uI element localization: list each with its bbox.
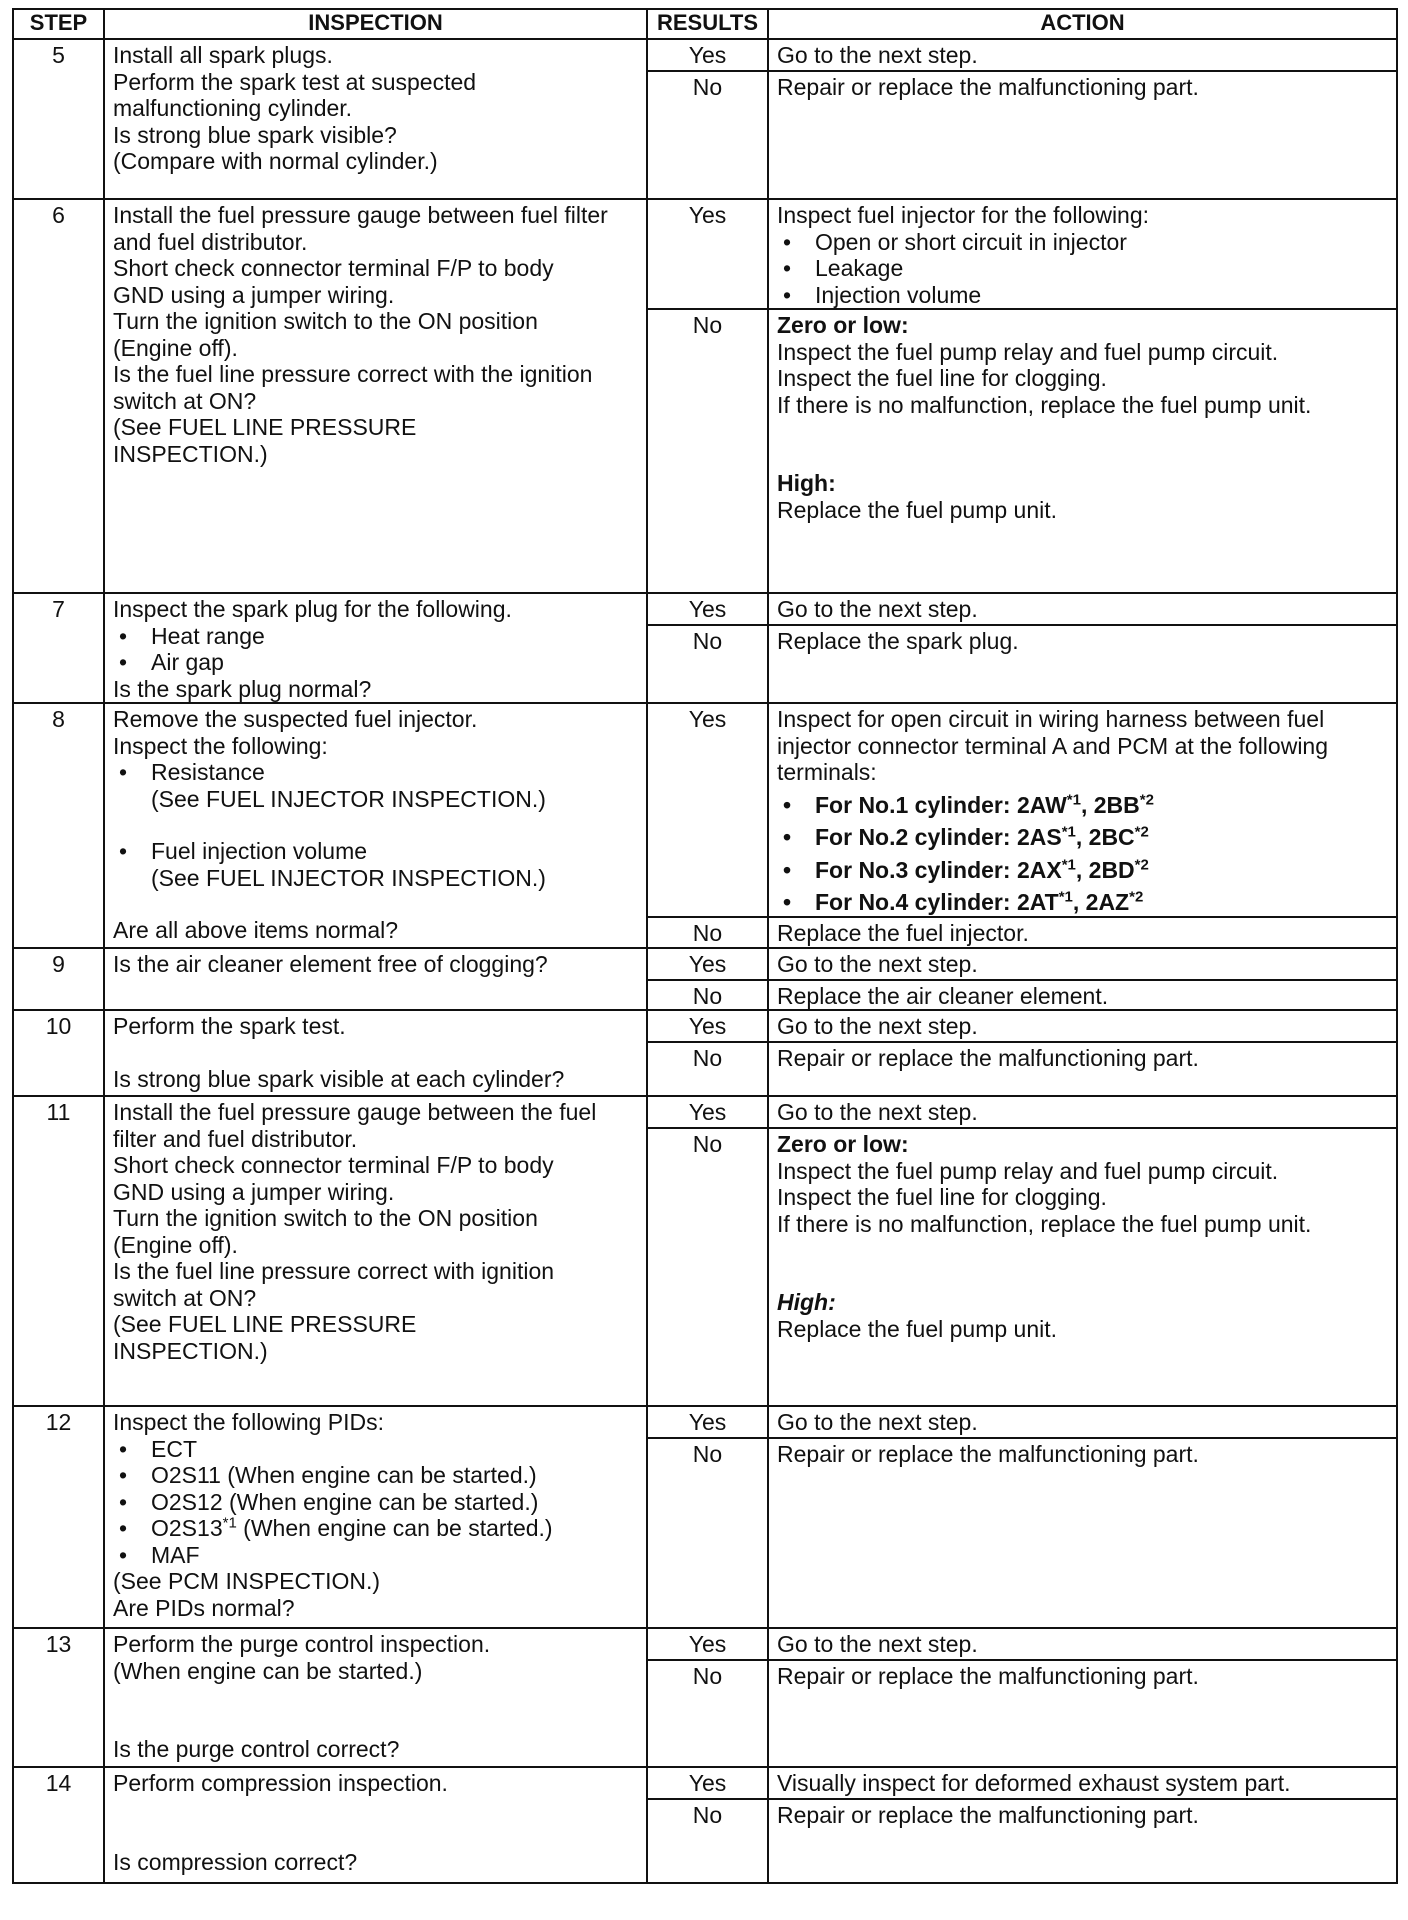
inspection-line: Is the purge control correct? [113,1736,400,1762]
header-inspection: INSPECTION [104,9,647,39]
action-cell [768,39,1397,71]
bullet-note: (See FUEL INJECTOR INSPECTION.) [151,785,546,812]
result-no: No [647,1660,768,1767]
action-subheading: Zero or low: [777,1131,909,1157]
inspection-line: Is the fuel line pressure correct with the ignition [113,361,593,387]
table-row-step-13-yes [13,1628,1397,1660]
result-yes: Yes [647,1010,768,1042]
bullet-item: • For No.4 cylinder: 2AT$^{*1}$, 2AZ$^{*2}$ [777,889,1388,916]
action-line: Inspect fuel injector for the following: [777,202,1150,228]
table-row-step-9-yes [13,948,1397,980]
step-number: 11 [13,1096,104,1406]
inspection-line: Install all spark plugs. [113,42,333,68]
action-line: Replace the spark plug. [777,628,1019,654]
inspection-line: Are PIDs normal? [113,1594,295,1621]
bullet-item: • For No.3 cylinder: 2AX$^{*1}$, 2BD$^{*2}$ [777,857,1388,884]
inspection-line: Is the fuel line pressure correct with ignition [113,1258,555,1284]
inspection-line: INSPECTION.) [113,440,268,467]
inspection-cell [104,1010,647,1096]
step-number: 12 [13,1406,104,1628]
bullet-item: • Open or short circuit in injector [777,229,1388,256]
bullet-item: • Heat range [113,623,638,650]
bullet-item: • Injection volume [777,282,1388,309]
inspection-cell [104,1767,647,1883]
result-yes: Yes [647,1628,768,1660]
inspection-line: Turn the ignition switch to the ON position [113,1205,538,1231]
result-no: No [647,1799,768,1883]
step-number: 13 [13,1628,104,1767]
bullet-item: • Air gap [113,649,638,676]
inspection-line: Is the air cleaner element free of clogging? [113,950,548,977]
table-row-step-12-yes [13,1406,1397,1438]
inspection-cell [104,39,647,199]
inspection-line: Is strong blue spark visible at each cylinder? [113,1065,565,1092]
inspection-line: Short check connector terminal F/P to body [113,1152,554,1178]
action-subheading: Zero or low: [777,312,909,338]
action-cell [768,309,1397,593]
table-row-step-14-yes [13,1767,1397,1799]
inspection-cell [104,1406,647,1628]
inspection-line: (Compare with normal cylinder.) [113,148,438,174]
step-number: 6 [13,199,104,593]
table-row-step-5-yes [13,39,1397,71]
bullet-note: (See FUEL INJECTOR INSPECTION.) [151,864,546,891]
inspection-cell [104,948,647,1011]
table-row-step-11-yes [13,1096,1397,1128]
inspection-line: Is compression correct? [113,1848,358,1875]
step-number: 10 [13,1010,104,1096]
bullet-item: • O2S11 (When engine can be started.) [113,1462,638,1489]
action-cell [768,593,1397,625]
action-cell [768,1042,1397,1096]
action-line: Repair or replace the malfunctioning part. [777,1663,1199,1689]
result-yes: Yes [647,1406,768,1438]
inspection-line: (Engine off). [113,1231,238,1258]
action-cell [768,625,1397,703]
action-line: Inspect the fuel pump relay and fuel pump circuit. [777,338,1279,365]
inspection-cell [104,1096,647,1406]
inspection-line: Perform the spark test. [113,1013,346,1039]
action-cell [768,1096,1397,1128]
bullet-item: • O2S12 (When engine can be started.) [113,1489,638,1516]
action-line: Replace the fuel pump unit. [777,496,1058,523]
bullet-item: • Leakage [777,255,1388,282]
inspection-line: Perform the purge control inspection. [113,1631,491,1657]
diagnostic-table [12,8,1398,1884]
action-cell [768,1660,1397,1767]
result-no: No [647,1438,768,1628]
action-line: Repair or replace the malfunctioning part. [777,1045,1199,1071]
action-cell [768,1628,1397,1660]
result-yes: Yes [647,1767,768,1799]
action-line: Repair or replace the malfunctioning part. [777,1802,1199,1828]
action-cell [768,1406,1397,1438]
inspection-line: Install the fuel pressure gauge between fuel filter [113,202,608,228]
action-cell [768,1010,1397,1042]
action-cell [768,71,1397,199]
header-results: RESULTS [647,9,768,39]
step-number: 5 [13,39,104,199]
inspection-line: switch at ON? [113,387,257,414]
action-subheading: High: [777,1289,836,1315]
inspection-line: (See FUEL LINE PRESSURE [113,1311,417,1337]
action-cell [768,1438,1397,1628]
action-cell [768,948,1397,980]
action-line: Go to the next step. [777,1631,978,1657]
action-cell [768,1767,1397,1799]
inspection-line: GND using a jumper wiring. [113,281,395,308]
action-line: Go to the next step. [777,1013,978,1039]
inspection-line: Inspect the spark plug for the following. [113,596,512,622]
inspection-line: Turn the ignition switch to the ON position [113,308,538,334]
inspection-line: Is strong blue spark visible? [113,121,397,148]
result-yes: Yes [647,39,768,71]
inspection-line: GND using a jumper wiring. [113,1178,395,1205]
inspection-cell [104,703,647,948]
inspection-line: Short check connector terminal F/P to body [113,255,554,281]
bullet-item: • Fuel injection volume [113,838,638,865]
action-line: Replace the fuel pump unit. [777,1315,1058,1342]
inspection-line: Perform compression inspection. [113,1770,448,1796]
result-no: No [647,980,768,1011]
bullet-item: • For No.1 cylinder: 2AW$^{*1}$, 2BB$^{*2}$ [777,792,1388,819]
inspection-line: (See FUEL LINE PRESSURE [113,414,417,440]
result-no: No [647,71,768,199]
inspection-line: (Engine off). [113,334,238,361]
action-line: Repair or replace the malfunctioning part. [777,74,1199,100]
action-line: injector connector terminal A and PCM at the following [777,732,1329,759]
result-no: No [647,917,768,948]
inspection-line: malfunctioning cylinder. [113,95,353,121]
inspection-line: Inspect the following: [113,732,328,759]
bullet-item: • O2S13$^{*1}$ (When engine can be started.) [113,1515,638,1542]
bullet-item: • ECT [113,1436,638,1463]
inspection-cell [104,593,647,703]
table-row-step-8-yes [13,703,1397,917]
inspection-line: Is the spark plug normal? [113,675,372,702]
inspection-line: (See PCM INSPECTION.) [113,1568,381,1594]
action-line: terminals: [777,759,877,785]
action-line: Inspect for open circuit in wiring harness between fuel [777,706,1325,732]
action-line: If there is no malfunction, replace the fuel pump unit. [777,391,1312,418]
action-subheading: High: [777,470,836,496]
result-no: No [647,1128,768,1406]
action-line: Visually inspect for deformed exhaust system part. [777,1770,1291,1796]
table-row-step-7-yes [13,593,1397,625]
header-step: STEP [13,9,104,39]
action-cell [768,980,1397,1011]
action-line: Replace the fuel injector. [777,920,1029,946]
action-line: Go to the next step. [777,596,978,622]
table-row-step-10-yes [13,1010,1397,1042]
result-yes: Yes [647,593,768,625]
action-line: Go to the next step. [777,1099,978,1125]
inspection-line: and fuel distributor. [113,228,308,255]
step-number: 7 [13,593,104,703]
inspection-line: Are all above items normal? [113,917,399,943]
action-line: If there is no malfunction, replace the fuel pump unit. [777,1210,1312,1237]
action-line: Go to the next step. [777,1409,978,1435]
result-yes: Yes [647,948,768,980]
inspection-line: Remove the suspected fuel injector. [113,706,478,732]
inspection-line: switch at ON? [113,1284,257,1311]
action-line: Repair or replace the malfunctioning part. [777,1441,1199,1467]
header-action: ACTION [768,9,1397,39]
inspection-line: Perform the spark test at suspected [113,68,477,95]
step-number: 14 [13,1767,104,1883]
inspection-line: INSPECTION.) [113,1337,268,1364]
action-line: Inspect the fuel line for clogging. [777,365,1107,391]
inspection-cell [104,199,647,593]
step-number: 9 [13,948,104,1011]
bullet-item: • For No.2 cylinder: 2AS$^{*1}$, 2BC$^{*2}$ [777,824,1388,851]
action-cell [768,199,1397,309]
bullet-item: • Resistance [113,759,638,786]
step-number: 8 [13,703,104,948]
inspection-line: Install the fuel pressure gauge between the fuel [113,1099,597,1125]
bullet-item: • MAF [113,1542,638,1569]
action-line: Replace the air cleaner element. [777,982,1109,1009]
result-yes: Yes [647,199,768,309]
header-row [13,9,1397,39]
action-line: Inspect the fuel line for clogging. [777,1184,1107,1210]
action-cell [768,703,1397,917]
inspection-line: (When engine can be started.) [113,1657,423,1684]
action-line: Go to the next step. [777,950,978,977]
action-line: Inspect the fuel pump relay and fuel pump circuit. [777,1157,1279,1184]
table-row-step-6-yes [13,199,1397,309]
action-cell [768,917,1397,948]
action-line: Go to the next step. [777,42,978,68]
action-cell [768,1799,1397,1883]
result-yes: Yes [647,1096,768,1128]
result-no: No [647,1042,768,1096]
action-cell [768,1128,1397,1406]
result-no: No [647,625,768,703]
inspection-line: filter and fuel distributor. [113,1125,358,1152]
inspection-cell [104,1628,647,1767]
result-no: No [647,309,768,593]
inspection-line: Inspect the following PIDs: [113,1409,385,1435]
result-yes: Yes [647,703,768,917]
